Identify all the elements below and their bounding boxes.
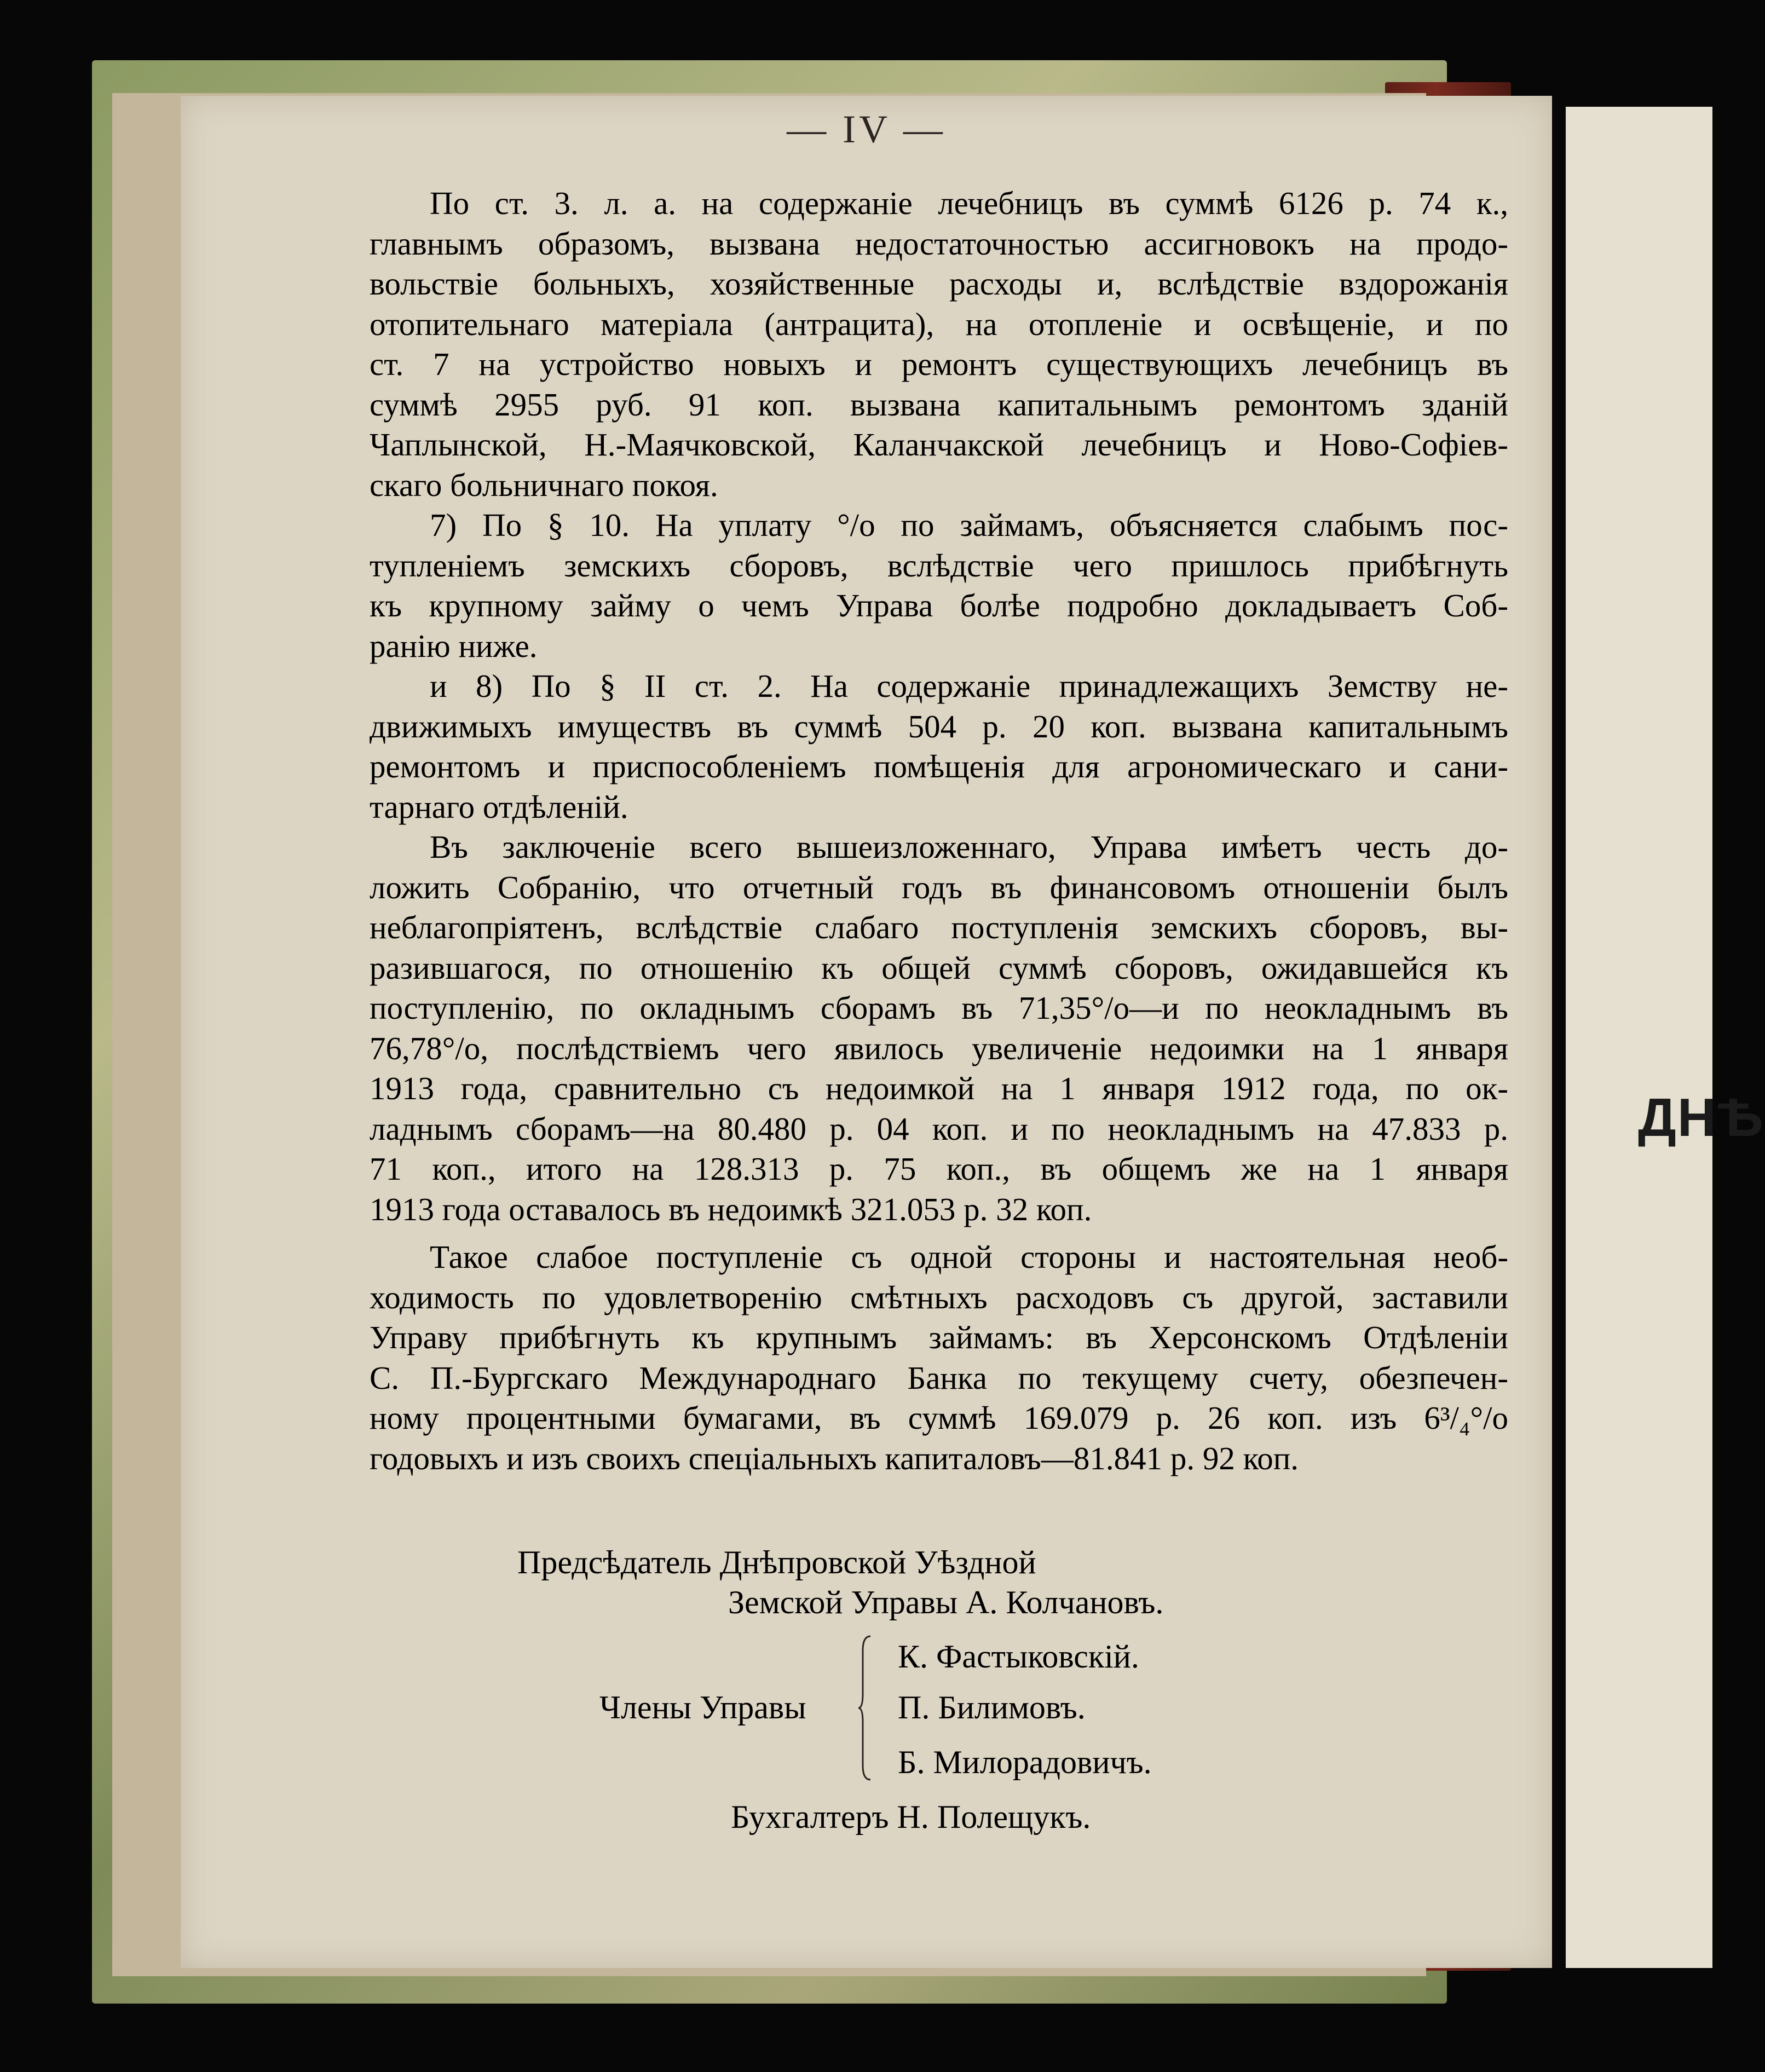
text-line: тупленіемъ земскихъ сборовъ, вслѣдствіе чего пришлось прибѣгнуть [370,547,1508,584]
member-signature-3: Б. Милорадовичъ. [898,1744,1152,1780]
text-line: ремонтомъ и приспособленіемъ помѣщенія для агрономическаго и сани- [370,748,1508,784]
text-line: движимыхъ имуществъ въ суммѣ 504 р. 20 коп. вызвана капитальнымъ [370,708,1508,744]
text-line: ложить Собранію, что отчетный годъ въ финансовомъ отношеніи былъ [370,869,1508,905]
text-line: По ст. 3. л. а. на содержаніе лечебницъ въ суммѣ 6126 р. 74 к., [430,185,1508,221]
member-signature-1: К. Фастыковскій. [898,1638,1139,1675]
chairman-title: Предсѣдатель Днѣпровской Уѣздной [517,1544,1036,1580]
text-line: 71 коп., итого на 128.313 р. 75 коп., въ общемъ же на 1 января [370,1151,1508,1187]
text-line: неблагопріятенъ, вслѣдствіе слабаго поступленія земскихъ сборовъ, вы- [370,909,1508,945]
text-line: 7) По § 10. На уплату °/о по займамъ, объясняется слабымъ пос- [430,507,1508,543]
text-line: тарнаго отдѣленій. [370,788,628,825]
chairman-signature: Земской Управы А. Колчановъ. [728,1584,1164,1620]
member-signature-2: П. Билимовъ. [898,1689,1086,1725]
facing-page-text-fragment: ДНѢ [1638,1087,1765,1147]
text-line: С. П.-Бургскаго Международнаго Банка по текущему счету, обезпечен- [370,1359,1508,1396]
text-line: вольствіе больныхъ, хозяйственные расходы и, вслѣдствіе вздорожанія [370,266,1508,302]
text-line: Такое слабое поступленіе съ одной стороны и настоятельная необ- [430,1239,1508,1275]
text-line: главнымъ образомъ, вызвана недостаточностью ассигновокъ на продо- [370,225,1508,262]
text-line: годовыхъ и изъ своихъ спеціальныхъ капиталовъ—81.841 р. 92 коп. [370,1440,1299,1476]
text-line: къ крупному займу о чемъ Управа болѣе подробно докладываетъ Соб- [370,587,1508,624]
text-line: разившагося, по отношенію къ общей суммѣ сборовъ, ожидавшейся къ [370,949,1508,986]
text-line: 1913 года оставалось въ недоимкѣ 321.053 р. 32 коп. [370,1191,1092,1227]
text-line: ному процентными бумагами, въ суммѣ 169.079 р. 26 коп. изъ 6³/₄°/о [370,1400,1508,1436]
page-number: — IV — [787,107,946,151]
text-line: поступленію, по окладнымъ сборамъ въ 71,35°/о—и по неокладнымъ въ [370,990,1508,1026]
text-line: ладнымъ сборамъ—на 80.480 р. 04 коп. и по неокладнымъ на 47.833 р. [370,1110,1508,1147]
text-line: ст. 7 на устройство новыхъ и ремонтъ существующихъ лечебницъ въ [370,346,1508,382]
text-line: суммѣ 2955 руб. 91 коп. вызвана капитальнымъ ремонтомъ зданій [370,386,1508,423]
text-line: Управу прибѣгнуть къ крупнымъ займамъ: въ Херсонскомъ Отдѣленіи [370,1319,1508,1355]
board-members-label: Члены Управы [599,1689,806,1725]
text-line: 1913 года, сравнительно съ недоимкой на 1 января 1912 года, по ок- [370,1070,1508,1106]
text-line: отопительнаго матеріала (антрацита), на отопленіе и освѣщеніе, и по [370,305,1508,342]
text-line: скаго больничнаго покоя. [370,466,718,503]
text-line: Въ заключеніе всего вышеизложеннаго, Управа имѣетъ честь до- [430,829,1508,865]
facing-page [1566,107,1765,1968]
text-line: ранію ниже. [370,627,538,664]
body-text [370,183,1508,1479]
text-line: и 8) По § II ст. 2. На содержаніе принадлежащихъ Земству не- [430,668,1508,704]
text-line: 76,78°/о, послѣдствіемъ чего явилось увеличеніе недоимки на 1 января [370,1030,1508,1066]
text-line: Чаплынской, Н.-Маячковской, Каланчакской лечебницъ и Ново-Софіев- [370,426,1508,463]
members-brace [858,1634,875,1782]
accountant-signature: Бухгалтеръ Н. Полещукъ. [731,1799,1091,1835]
text-line: ходимость по удовлетворенію смѣтныхъ расходовъ съ другой, заставили [370,1279,1508,1315]
